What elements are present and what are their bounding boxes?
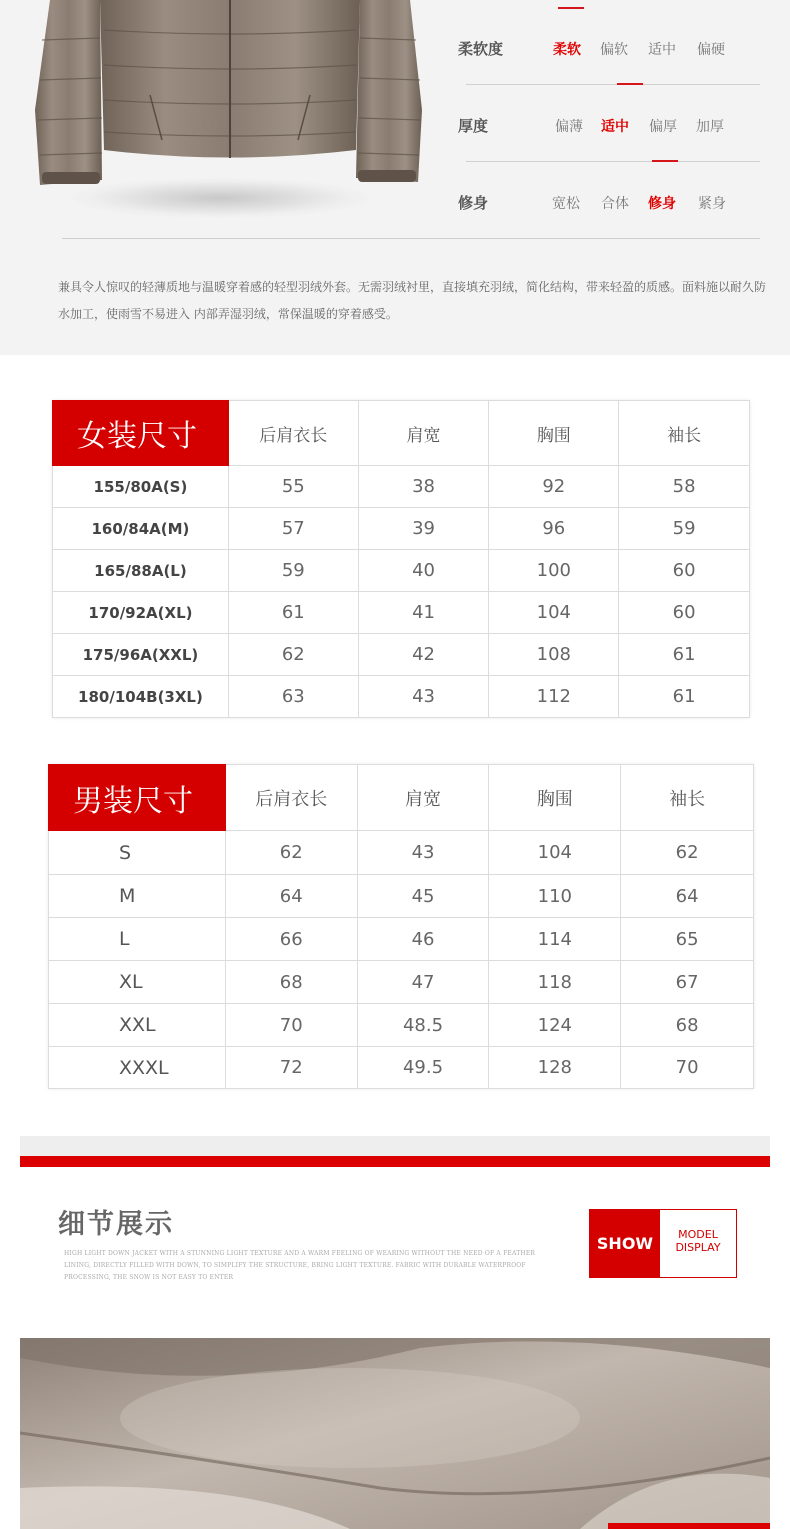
- detail-title: 细节展示: [58, 1209, 174, 1240]
- header-sleeve-length: 袖长: [621, 765, 754, 831]
- table-cell: 128: [489, 1047, 621, 1089]
- table-cell: 58: [619, 466, 750, 508]
- women-size-title: 女装尺寸: [53, 401, 229, 466]
- table-cell: 61: [619, 676, 750, 718]
- size-label: 160/84A(M): [53, 508, 229, 550]
- table-cell: 46: [357, 918, 489, 961]
- size-label: L: [49, 918, 226, 961]
- table-cell: 45: [357, 875, 489, 918]
- table-row: [53, 508, 750, 550]
- fit-option-loose: 宽松: [552, 196, 580, 212]
- fabric-detail-photo: [20, 1338, 770, 1529]
- size-label: 155/80A(S): [53, 466, 229, 508]
- table-cell: 72: [225, 1047, 357, 1089]
- table-cell: 60: [619, 592, 750, 634]
- men-size-table: [48, 764, 754, 1089]
- thickness-row: [458, 115, 768, 139]
- size-label: 175/96A(XXL): [53, 634, 229, 676]
- thickness-label: 厚度: [458, 117, 489, 135]
- header-chest: 胸围: [489, 765, 621, 831]
- table-cell: 112: [489, 676, 619, 718]
- thickness-mark: [652, 160, 678, 162]
- show-label: SHOW: [590, 1210, 660, 1277]
- table-cell: 118: [489, 961, 621, 1004]
- table-cell: 68: [621, 1004, 754, 1047]
- thickness-divider: [466, 161, 760, 162]
- section-strip: [20, 1136, 770, 1156]
- table-cell: 96: [489, 508, 619, 550]
- size-label: 170/92A(XL): [53, 592, 229, 634]
- model-display-line2: DISPLAY: [675, 1241, 721, 1254]
- softness-mark: [617, 83, 643, 85]
- model-display-line1: MODEL: [678, 1228, 718, 1241]
- thickness-option-extra-thick: 加厚: [696, 119, 724, 135]
- table-cell: 114: [489, 918, 621, 961]
- size-label: XXL: [49, 1004, 226, 1047]
- show-model-display-badge: [589, 1209, 737, 1278]
- section-divider: [62, 238, 760, 239]
- softness-option-soft: 柔软: [553, 42, 581, 58]
- fit-row: [458, 192, 768, 216]
- table-row: [53, 592, 750, 634]
- table-cell: 43: [357, 831, 489, 875]
- table-cell: 104: [489, 592, 619, 634]
- product-description: 兼具令人惊叹的轻薄质地与温暖穿着感的轻型羽绒外套。无需羽绒衬里，直接填充羽绒，简化结构，带来轻盈的质感。面料施以耐久防水加工，使雨雪不易进入 内部弄湿羽绒，常保温暖的穿着感受。: [58, 280, 767, 321]
- table-row: [53, 466, 750, 508]
- table-cell: 62: [225, 831, 357, 875]
- table-row: [49, 918, 754, 961]
- table-cell: 92: [489, 466, 619, 508]
- table-cell: 42: [358, 634, 489, 676]
- table-cell: 59: [619, 508, 750, 550]
- thickness-option-thin: 偏薄: [555, 119, 583, 135]
- size-label: XL: [49, 961, 226, 1004]
- table-cell: 48.5: [357, 1004, 489, 1047]
- table-cell: 108: [489, 634, 619, 676]
- top-indicator-mark: [558, 7, 584, 9]
- table-row: [49, 1047, 754, 1089]
- thickness-option-medium: 适中: [601, 119, 629, 135]
- header-chest: 胸围: [489, 401, 619, 466]
- softness-row: [458, 38, 768, 62]
- size-label: M: [49, 875, 226, 918]
- table-cell: 59: [228, 550, 358, 592]
- table-cell: 65: [621, 918, 754, 961]
- table-cell: 104: [489, 831, 621, 875]
- size-label: 180/104B(3XL): [53, 676, 229, 718]
- table-cell: 47: [357, 961, 489, 1004]
- table-cell: 62: [228, 634, 358, 676]
- table-cell: 66: [225, 918, 357, 961]
- softness-option-medium: 适中: [648, 42, 676, 58]
- header-shoulder-width: 肩宽: [357, 765, 489, 831]
- red-divider-bar: [20, 1156, 770, 1167]
- softness-divider: [466, 84, 760, 85]
- table-cell: 70: [621, 1047, 754, 1089]
- table-cell: 43: [358, 676, 489, 718]
- table-cell: 61: [619, 634, 750, 676]
- table-row: [49, 831, 754, 875]
- table-cell: 39: [358, 508, 489, 550]
- table-row: [53, 676, 750, 718]
- table-cell: 63: [228, 676, 358, 718]
- table-cell: 67: [621, 961, 754, 1004]
- fit-option-regular: 合体: [601, 196, 629, 212]
- fit-label: 修身: [458, 194, 489, 212]
- header-sleeve-length: 袖长: [619, 401, 750, 466]
- table-cell: 49.5: [357, 1047, 489, 1089]
- photo-red-accent: [608, 1523, 770, 1529]
- jacket-image: [30, 0, 430, 230]
- men-size-title: 男装尺寸: [49, 765, 226, 831]
- table-cell: 55: [228, 466, 358, 508]
- table-header-row: [49, 765, 754, 831]
- size-label: S: [49, 831, 226, 875]
- table-cell: 41: [358, 592, 489, 634]
- table-cell: 110: [489, 875, 621, 918]
- table-cell: 57: [228, 508, 358, 550]
- women-size-table: [52, 400, 750, 718]
- header-back-length: 后肩衣长: [228, 401, 358, 466]
- table-header-row: [53, 401, 750, 466]
- table-row: [53, 550, 750, 592]
- table-row: [49, 875, 754, 918]
- header-back-length: 后肩衣长: [225, 765, 357, 831]
- table-cell: 124: [489, 1004, 621, 1047]
- table-cell: 64: [225, 875, 357, 918]
- table-row: [53, 634, 750, 676]
- table-cell: 38: [358, 466, 489, 508]
- table-cell: 70: [225, 1004, 357, 1047]
- model-display-text: [668, 1228, 728, 1254]
- table-row: [49, 1004, 754, 1047]
- table-cell: 62: [621, 831, 754, 875]
- table-cell: 64: [621, 875, 754, 918]
- header-shoulder-width: 肩宽: [358, 401, 489, 466]
- product-attributes-section: [0, 0, 790, 355]
- softness-label: 柔软度: [458, 40, 504, 58]
- table-cell: 61: [228, 592, 358, 634]
- fit-option-slim: 修身: [648, 196, 676, 212]
- table-cell: 40: [358, 550, 489, 592]
- detail-english-text: HIGH LIGHT DOWN JACKET WITH A STUNNING LIGHT TEXTURE AND A WARM FEELING OF WEARING WITHOUT THE NEED OF A FEATHER LINING, DIRECTLY FILLED WITH DOWN, TO SIMPLIFY THE STRUCTURE, BRING LIGHT TEXTURE. FABRIC WITH DURABLE WATERPROOF PROCESSING, THE SNOW IS NOT EASY TO ENTER: [64, 1250, 536, 1281]
- table-cell: 100: [489, 550, 619, 592]
- fabric-texture: [20, 1338, 770, 1529]
- table-row: [49, 961, 754, 1004]
- softness-option-slightly-soft: 偏软: [600, 42, 628, 58]
- size-label: 165/88A(L): [53, 550, 229, 592]
- thickness-option-thick: 偏厚: [649, 119, 677, 135]
- table-cell: 60: [619, 550, 750, 592]
- fit-option-tight: 紧身: [698, 196, 726, 212]
- softness-option-firm: 偏硬: [697, 42, 725, 58]
- size-label: XXXL: [49, 1047, 226, 1089]
- table-cell: 68: [225, 961, 357, 1004]
